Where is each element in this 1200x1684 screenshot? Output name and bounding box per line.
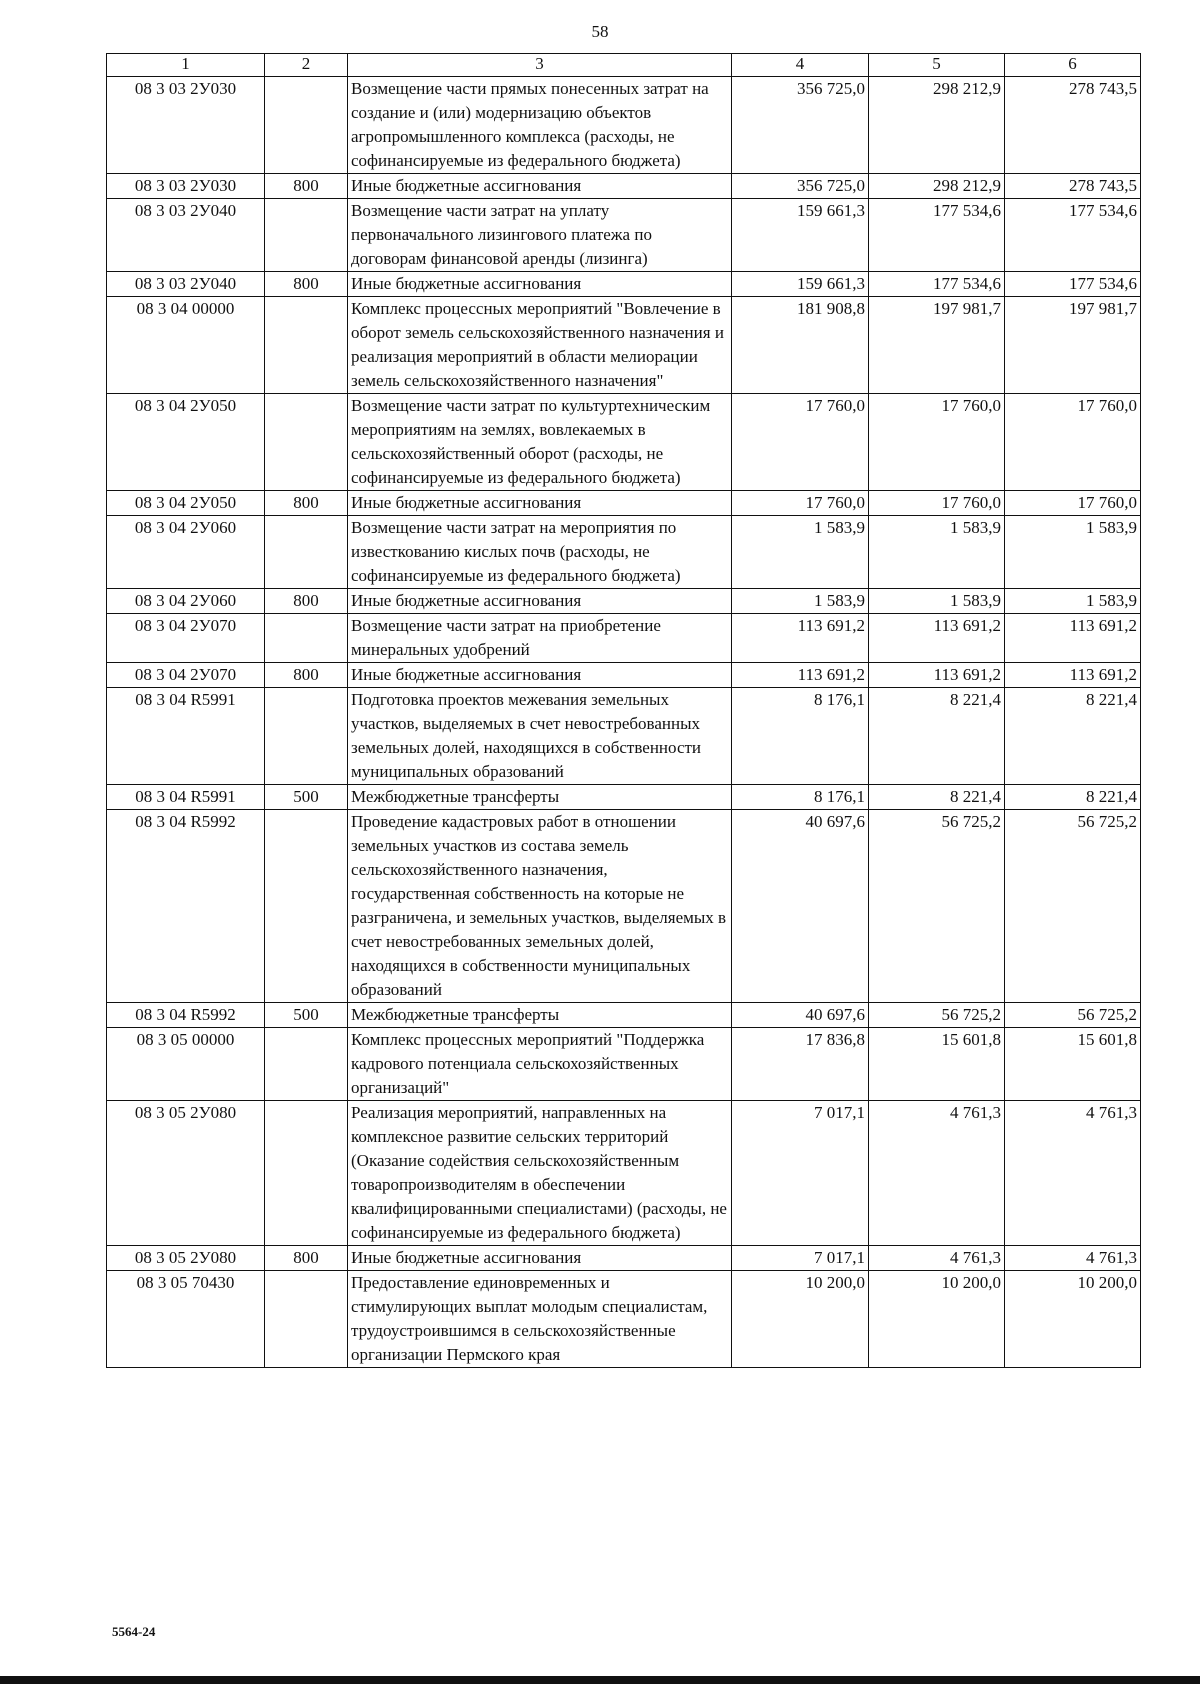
table-row [107, 394, 1141, 491]
table-row [107, 785, 1141, 810]
header-col-3: 3 [348, 54, 732, 77]
amount-col-4-cell: 7 017,1 [732, 1101, 869, 1246]
amount-col-5-cell: 113 691,2 [869, 614, 1005, 663]
table-row [107, 810, 1141, 1003]
table-row [107, 297, 1141, 394]
expense-type-cell [265, 1028, 348, 1101]
expense-type-cell [265, 688, 348, 785]
table-row [107, 663, 1141, 688]
amount-col-5-cell: 298 212,9 [869, 174, 1005, 199]
header-col-1: 1 [107, 54, 265, 77]
expense-type-cell [265, 199, 348, 272]
amount-col-5-cell: 4 761,3 [869, 1246, 1005, 1271]
amount-col-4-cell: 1 583,9 [732, 516, 869, 589]
table-row [107, 688, 1141, 785]
budget-code-cell: 08 3 05 00000 [107, 1028, 265, 1101]
item-name-cell: Иные бюджетные ассигнования [348, 589, 732, 614]
amount-col-4-cell: 17 760,0 [732, 491, 869, 516]
budget-code-cell: 08 3 04 R5992 [107, 810, 265, 1003]
expense-type-cell [265, 614, 348, 663]
budget-code-cell: 08 3 04 00000 [107, 297, 265, 394]
budget-code-cell: 08 3 05 2У080 [107, 1101, 265, 1246]
expense-type-cell: 800 [265, 663, 348, 688]
page-bottom-edge [0, 1676, 1200, 1684]
table-row [107, 1003, 1141, 1028]
item-name-cell: Иные бюджетные ассигнования [348, 1246, 732, 1271]
amount-col-5-cell: 177 534,6 [869, 272, 1005, 297]
amount-col-5-cell: 56 725,2 [869, 1003, 1005, 1028]
expense-type-cell [265, 297, 348, 394]
amount-col-4-cell: 40 697,6 [732, 810, 869, 1003]
expense-type-cell: 800 [265, 272, 348, 297]
table-row [107, 491, 1141, 516]
expense-type-cell: 800 [265, 589, 348, 614]
expense-type-cell [265, 77, 348, 174]
expense-type-cell: 800 [265, 491, 348, 516]
item-name-cell: Возмещение части затрат на мероприятия по известкованию кислых почв (расходы, не софинансируемые из федерального бюджета) [348, 516, 732, 589]
item-name-cell: Комплекс процессных мероприятий "Поддержка кадрового потенциала сельскохозяйственных организаций" [348, 1028, 732, 1101]
item-name-cell: Подготовка проектов межевания земельных участков, выделяемых в счет невостребованных земельных долей, находящихся в собственности муниципальных образований [348, 688, 732, 785]
item-name-cell: Иные бюджетные ассигнования [348, 491, 732, 516]
item-name-cell: Иные бюджетные ассигнования [348, 272, 732, 297]
document-id: 5564-24 [112, 1624, 156, 1639]
table-row [107, 1246, 1141, 1271]
table-row [107, 1028, 1141, 1101]
header-col-6: 6 [1005, 54, 1141, 77]
amount-col-5-cell: 17 760,0 [869, 491, 1005, 516]
item-name-cell: Возмещение части затрат по культуртехническим мероприятиям на землях, вовлекаемых в сельскохозяйственный оборот (расходы, не софинансируемые из федерального бюджета) [348, 394, 732, 491]
amount-col-4-cell: 113 691,2 [732, 663, 869, 688]
budget-code-cell: 08 3 04 R5991 [107, 785, 265, 810]
item-name-cell: Возмещение части затрат на уплату первоначального лизингового платежа по договорам финансовой аренды (лизинга) [348, 199, 732, 272]
page-number: 58 [591, 22, 609, 41]
expense-type-cell: 500 [265, 785, 348, 810]
amount-col-6-cell: 17 760,0 [1005, 394, 1141, 491]
budget-code-cell: 08 3 05 2У080 [107, 1246, 265, 1271]
table-body [107, 77, 1141, 1368]
budget-code-cell: 08 3 04 2У050 [107, 491, 265, 516]
header-col-5: 5 [869, 54, 1005, 77]
item-name-cell: Предоставление единовременных и стимулирующих выплат молодым специалистам, трудоустроившимся в сельскохозяйственные организации Пермского края [348, 1271, 732, 1368]
amount-col-5-cell: 113 691,2 [869, 663, 1005, 688]
expense-type-cell [265, 810, 348, 1003]
expense-type-cell [265, 1101, 348, 1246]
amount-col-5-cell: 4 761,3 [869, 1101, 1005, 1246]
amount-col-5-cell: 298 212,9 [869, 77, 1005, 174]
item-name-cell: Межбюджетные трансферты [348, 1003, 732, 1028]
amount-col-4-cell: 113 691,2 [732, 614, 869, 663]
item-name-cell: Реализация мероприятий, направленных на комплексное развитие сельских территорий (Оказание содействия сельскохозяйственным товаропроизводителям в обеспечении квалифицированными специалистами) (расходы, не софинансируемые из федерального бюджета) [348, 1101, 732, 1246]
amount-col-4-cell: 159 661,3 [732, 272, 869, 297]
budget-code-cell: 08 3 04 2У070 [107, 663, 265, 688]
amount-col-4-cell: 356 725,0 [732, 174, 869, 199]
budget-table [106, 53, 1141, 1368]
item-name-cell: Комплекс процессных мероприятий "Вовлечение в оборот земель сельскохозяйственного назначения и реализация мероприятий в области мелиорации земель сельскохозяйственного назначения" [348, 297, 732, 394]
item-name-cell: Иные бюджетные ассигнования [348, 663, 732, 688]
amount-col-5-cell: 8 221,4 [869, 688, 1005, 785]
table-row [107, 77, 1141, 174]
amount-col-5-cell: 17 760,0 [869, 394, 1005, 491]
budget-code-cell: 08 3 03 2У030 [107, 174, 265, 199]
budget-code-cell: 08 3 03 2У030 [107, 77, 265, 174]
amount-col-5-cell: 197 981,7 [869, 297, 1005, 394]
amount-col-5-cell: 56 725,2 [869, 810, 1005, 1003]
expense-type-cell [265, 394, 348, 491]
amount-col-6-cell: 4 761,3 [1005, 1246, 1141, 1271]
amount-col-4-cell: 181 908,8 [732, 297, 869, 394]
amount-col-4-cell: 7 017,1 [732, 1246, 869, 1271]
item-name-cell: Возмещение части прямых понесенных затрат на создание и (или) модернизацию объектов агропромышленного комплекса (расходы, не софинансируемые из федерального бюджета) [348, 77, 732, 174]
budget-code-cell: 08 3 04 2У060 [107, 589, 265, 614]
amount-col-6-cell: 56 725,2 [1005, 1003, 1141, 1028]
budget-code-cell: 08 3 04 R5992 [107, 1003, 265, 1028]
amount-col-6-cell: 15 601,8 [1005, 1028, 1141, 1101]
table-row [107, 516, 1141, 589]
table-row [107, 1271, 1141, 1368]
budget-code-cell: 08 3 03 2У040 [107, 199, 265, 272]
amount-col-6-cell: 197 981,7 [1005, 297, 1141, 394]
amount-col-6-cell: 278 743,5 [1005, 174, 1141, 199]
item-name-cell: Межбюджетные трансферты [348, 785, 732, 810]
amount-col-6-cell: 10 200,0 [1005, 1271, 1141, 1368]
amount-col-6-cell: 8 221,4 [1005, 785, 1141, 810]
amount-col-4-cell: 8 176,1 [732, 688, 869, 785]
budget-code-cell: 08 3 04 2У060 [107, 516, 265, 589]
amount-col-6-cell: 1 583,9 [1005, 516, 1141, 589]
amount-col-5-cell: 10 200,0 [869, 1271, 1005, 1368]
item-name-cell: Проведение кадастровых работ в отношении земельных участков из состава земель сельскохозяйственного назначения, государственная собственность на которые не разграничена, и земельных участков, выделяемых в счет невостребованных земельных долей, находящихся в собственности муниципальных образований [348, 810, 732, 1003]
amount-col-5-cell: 1 583,9 [869, 516, 1005, 589]
amount-col-5-cell: 15 601,8 [869, 1028, 1005, 1101]
expense-type-cell: 800 [265, 1246, 348, 1271]
amount-col-4-cell: 8 176,1 [732, 785, 869, 810]
expense-type-cell [265, 1271, 348, 1368]
amount-col-6-cell: 113 691,2 [1005, 614, 1141, 663]
budget-code-cell: 08 3 03 2У040 [107, 272, 265, 297]
amount-col-4-cell: 159 661,3 [732, 199, 869, 272]
expense-type-cell: 800 [265, 174, 348, 199]
amount-col-6-cell: 177 534,6 [1005, 272, 1141, 297]
table-row [107, 174, 1141, 199]
amount-col-5-cell: 177 534,6 [869, 199, 1005, 272]
table-row [107, 199, 1141, 272]
amount-col-6-cell: 17 760,0 [1005, 491, 1141, 516]
table-row [107, 614, 1141, 663]
expense-type-cell [265, 516, 348, 589]
amount-col-4-cell: 1 583,9 [732, 589, 869, 614]
amount-col-6-cell: 278 743,5 [1005, 77, 1141, 174]
amount-col-6-cell: 4 761,3 [1005, 1101, 1141, 1246]
table-header-row [107, 54, 1141, 77]
budget-code-cell: 08 3 04 R5991 [107, 688, 265, 785]
amount-col-4-cell: 10 200,0 [732, 1271, 869, 1368]
table-row [107, 272, 1141, 297]
amount-col-6-cell: 113 691,2 [1005, 663, 1141, 688]
budget-code-cell: 08 3 04 2У070 [107, 614, 265, 663]
amount-col-6-cell: 177 534,6 [1005, 199, 1141, 272]
item-name-cell: Иные бюджетные ассигнования [348, 174, 732, 199]
item-name-cell: Возмещение части затрат на приобретение минеральных удобрений [348, 614, 732, 663]
amount-col-6-cell: 1 583,9 [1005, 589, 1141, 614]
amount-col-6-cell: 8 221,4 [1005, 688, 1141, 785]
amount-col-4-cell: 356 725,0 [732, 77, 869, 174]
amount-col-4-cell: 40 697,6 [732, 1003, 869, 1028]
amount-col-4-cell: 17 760,0 [732, 394, 869, 491]
table-row [107, 1101, 1141, 1246]
budget-code-cell: 08 3 04 2У050 [107, 394, 265, 491]
budget-code-cell: 08 3 05 70430 [107, 1271, 265, 1368]
expense-type-cell: 500 [265, 1003, 348, 1028]
amount-col-4-cell: 17 836,8 [732, 1028, 869, 1101]
table-row [107, 589, 1141, 614]
amount-col-5-cell: 1 583,9 [869, 589, 1005, 614]
header-col-4: 4 [732, 54, 869, 77]
amount-col-6-cell: 56 725,2 [1005, 810, 1141, 1003]
amount-col-5-cell: 8 221,4 [869, 785, 1005, 810]
header-col-2: 2 [265, 54, 348, 77]
